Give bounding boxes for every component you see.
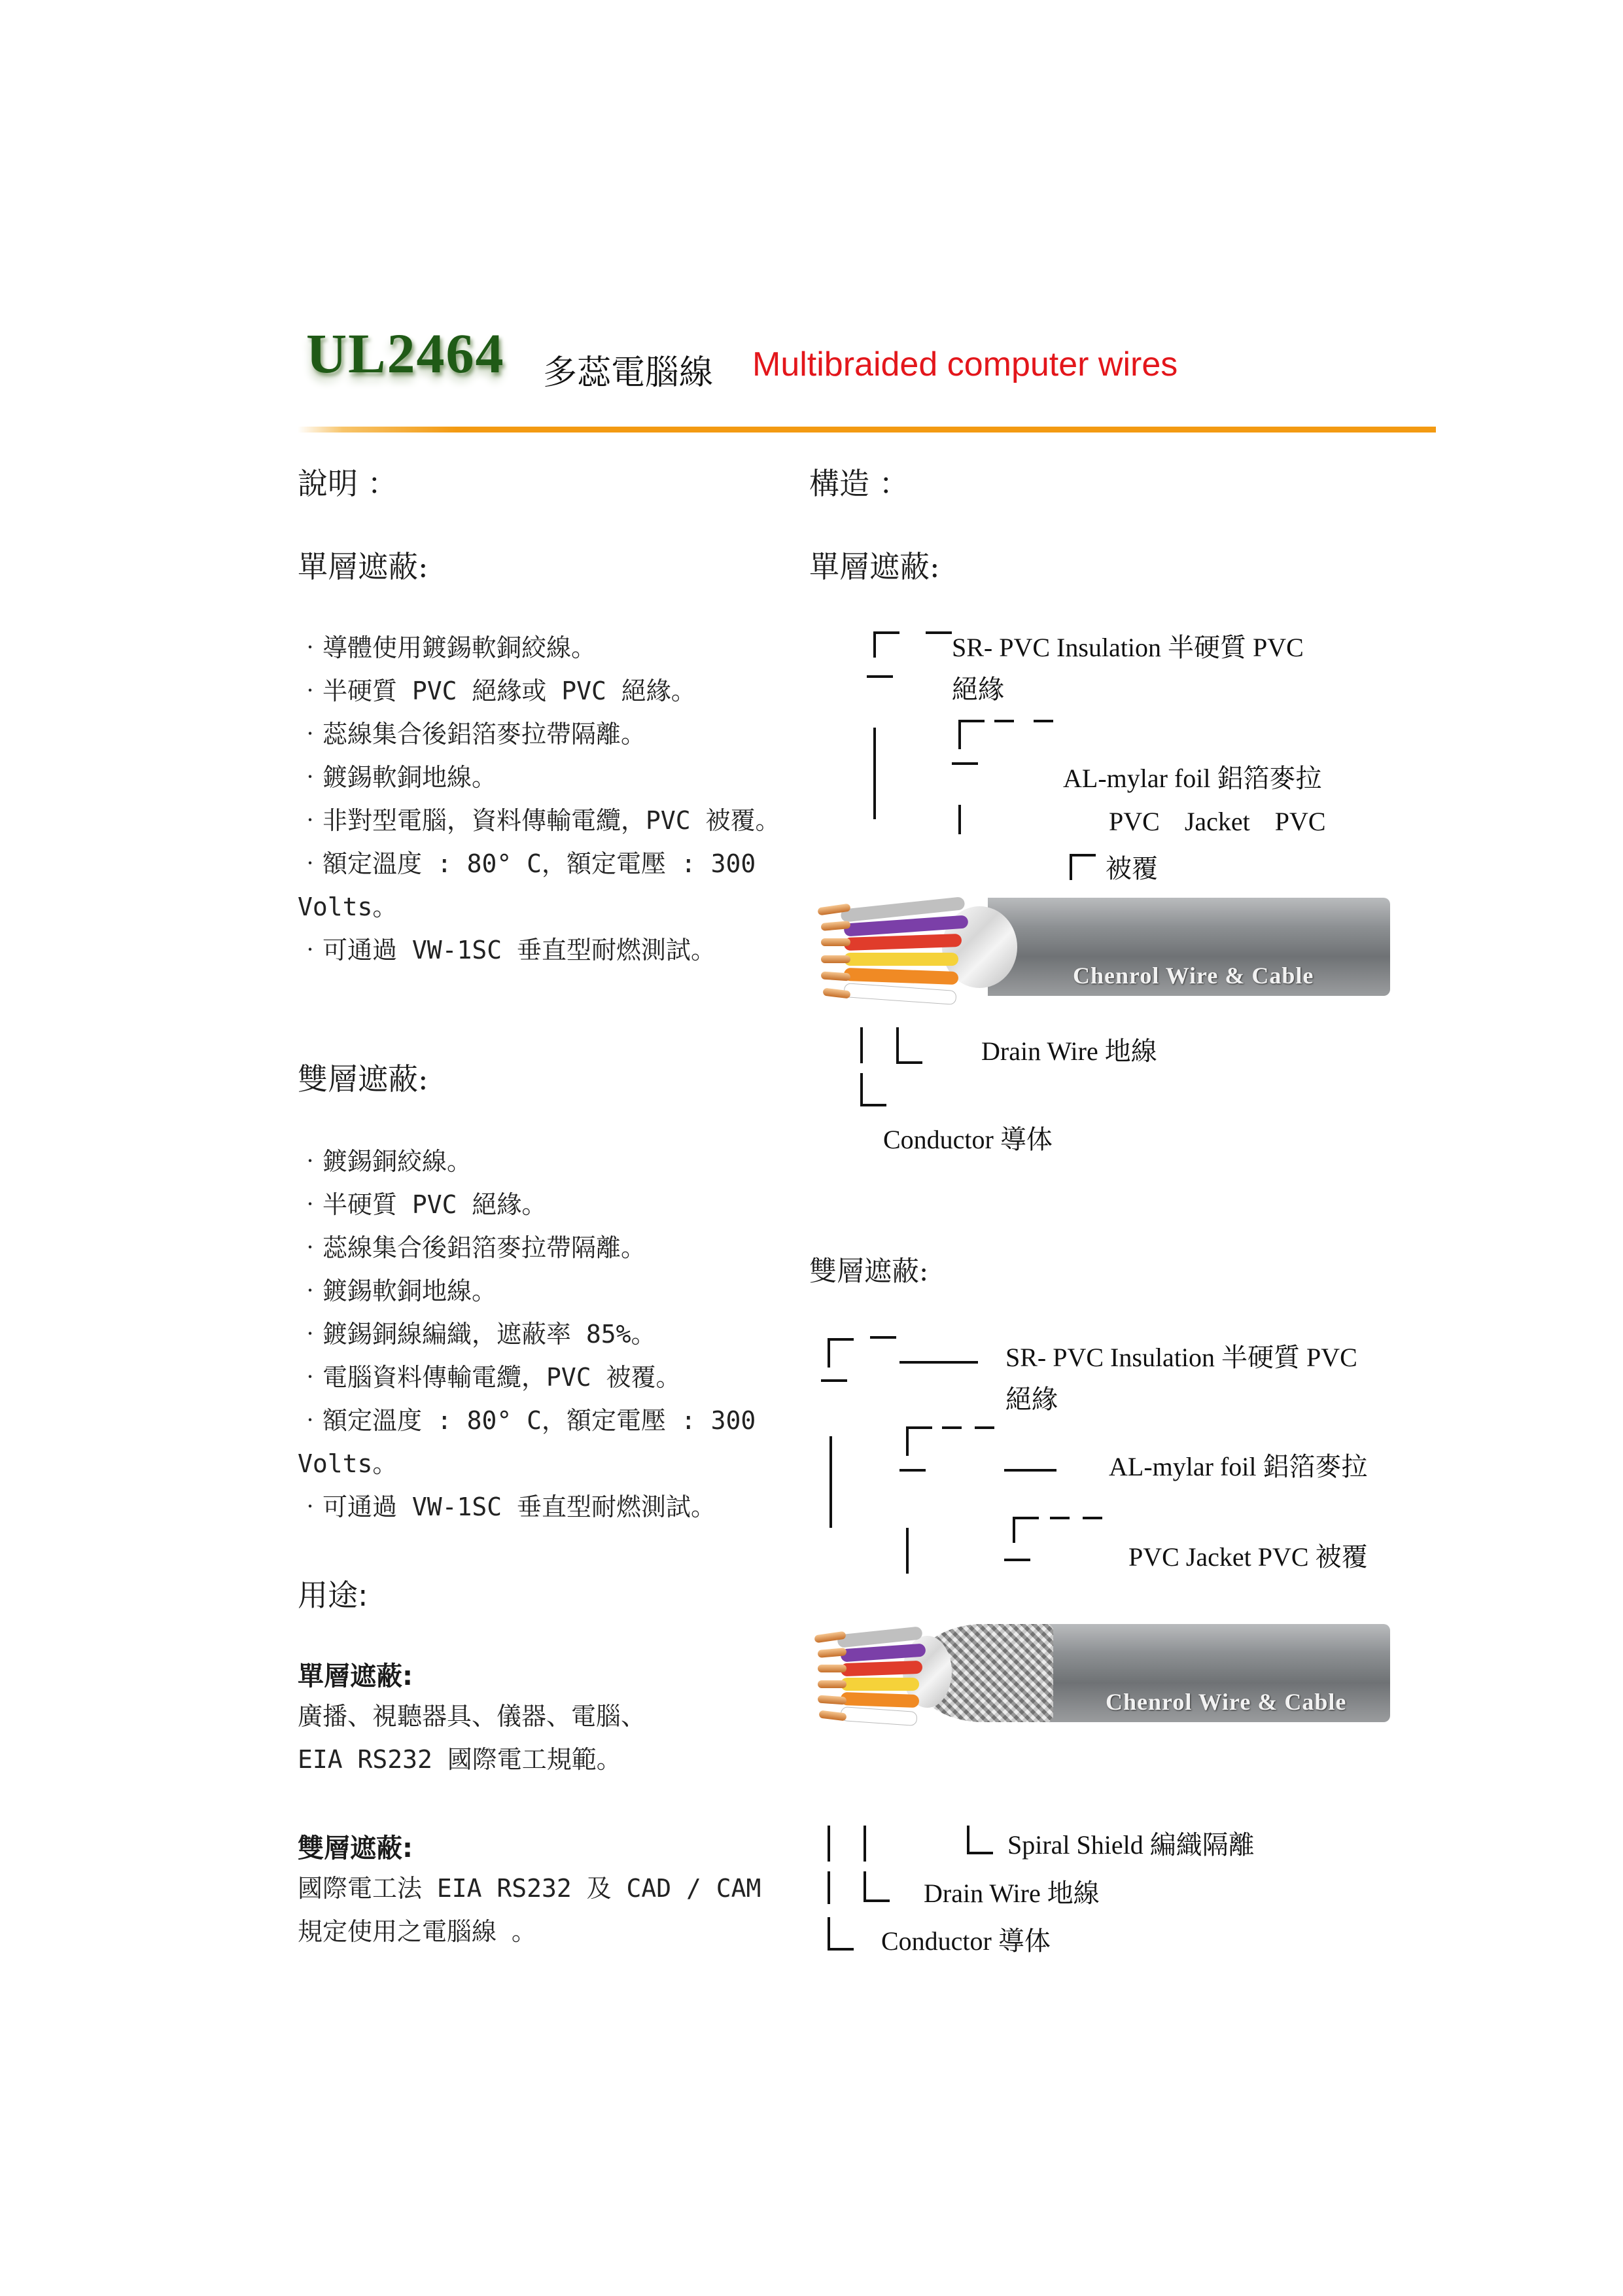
single-shield-features [298, 626, 780, 972]
single-jacket-label-2: 被覆 [1106, 854, 1158, 883]
feature-line: ‧額定溫度 : 80° C，額定電壓 : 300 [298, 849, 756, 878]
feature-line: ‧鍍錫銅絞線。 [298, 1147, 472, 1176]
single-conductor-label: Conductor 導体 [883, 1125, 1053, 1154]
double-insulation-label: SR- PVC Insulation 半硬質 PVC [1005, 1343, 1357, 1372]
feature-line: ‧導體使用鍍錫軟銅絞線。 [298, 633, 597, 662]
feature-line: ‧鍍錫銅線編織，遮蔽率 85%。 [298, 1320, 656, 1349]
feature-line: ‧半硬質 PVC 絕緣。 [298, 1190, 547, 1219]
title-chinese: 多蕊電腦線 [543, 353, 714, 393]
single-insulation-label-2: 絕緣 [952, 675, 1004, 704]
structure-heading: 構造 ： [809, 466, 909, 501]
usage-double-heading: 雙層遮蔽: [298, 1833, 413, 1863]
feature-line: ‧電腦資料傳輸電纜，PVC 被覆。 [298, 1363, 681, 1392]
double-shield-features [298, 1140, 756, 1528]
double-cable-brand: Chenrol Wire & Cable [1106, 1689, 1347, 1715]
single-foil-label: AL-mylar foil 鋁箔麥拉 [1063, 764, 1322, 793]
feature-line: ‧非對型電腦，資料傳輸電纜，PVC 被覆。 [298, 806, 780, 835]
usage-line: 規定使用之電腦線 。 [298, 1917, 536, 1946]
double-shield-label: Spiral Shield 編織隔離 [1007, 1830, 1255, 1860]
usage-line: 廣播、視聽器具、儀器、電腦、 [298, 1702, 646, 1731]
title-english: Multibraided computer wires [752, 345, 1178, 383]
feature-line: ‧鍍錫軟銅地線。 [298, 1277, 497, 1305]
single-cable-brand: Chenrol Wire & Cable [1073, 963, 1314, 989]
usage-double-text [298, 1867, 761, 1953]
header-rule [298, 427, 1436, 433]
double-shield-heading: 雙層遮蔽: [298, 1061, 428, 1097]
usage-heading: 用途: [298, 1578, 368, 1613]
feature-line: Volts。 [298, 892, 398, 921]
single-jacket-label: PVC Jacket PVC [1109, 807, 1326, 836]
usage-single-text [298, 1695, 646, 1781]
usage-line: EIA RS232 國際電工規範。 [298, 1745, 621, 1774]
feature-line: ‧可通過 VW-1SC 垂直型耐燃測試。 [298, 1492, 716, 1521]
single-shield-heading: 單層遮蔽: [298, 549, 428, 584]
double-jacket-label: PVC Jacket PVC 被覆 [1128, 1542, 1368, 1572]
feature-line: ‧額定溫度 : 80° C，額定電壓 : 300 [298, 1406, 756, 1435]
double-drain-label: Drain Wire 地線 [924, 1879, 1100, 1908]
feature-line: ‧鍍錫軟銅地線。 [298, 763, 497, 792]
structure-single-heading: 單層遮蔽: [809, 549, 940, 584]
single-insulation-label: SR- PVC Insulation 半硬質 PVC [952, 633, 1304, 662]
usage-single-heading: 單層遮蔽: [298, 1661, 413, 1691]
double-conductor-label: Conductor 導体 [881, 1926, 1051, 1956]
feature-line: ‧蕊線集合後鋁箔麥拉帶隔離。 [298, 720, 646, 749]
feature-line: ‧蕊線集合後鋁箔麥拉帶隔離。 [298, 1233, 646, 1262]
usage-line: 國際電工法 EIA RS232 及 CAD / CAM [298, 1874, 761, 1903]
feature-line: ‧可通過 VW-1SC 垂直型耐燃測試。 [298, 936, 716, 964]
description-heading: 說明 ： [298, 466, 398, 501]
double-insulation-label-2: 絕緣 [1005, 1385, 1058, 1414]
structure-double-heading: 雙層遮蔽: [809, 1255, 929, 1287]
ul2464-logo: UL2464 [306, 322, 505, 385]
feature-line: ‧半硬質 PVC 絕緣或 PVC 絕緣。 [298, 677, 696, 705]
single-drain-label: Drain Wire 地線 [981, 1036, 1157, 1066]
double-foil-label: AL-mylar foil 鋁箔麥拉 [1109, 1452, 1368, 1481]
feature-line: Volts。 [298, 1449, 398, 1478]
